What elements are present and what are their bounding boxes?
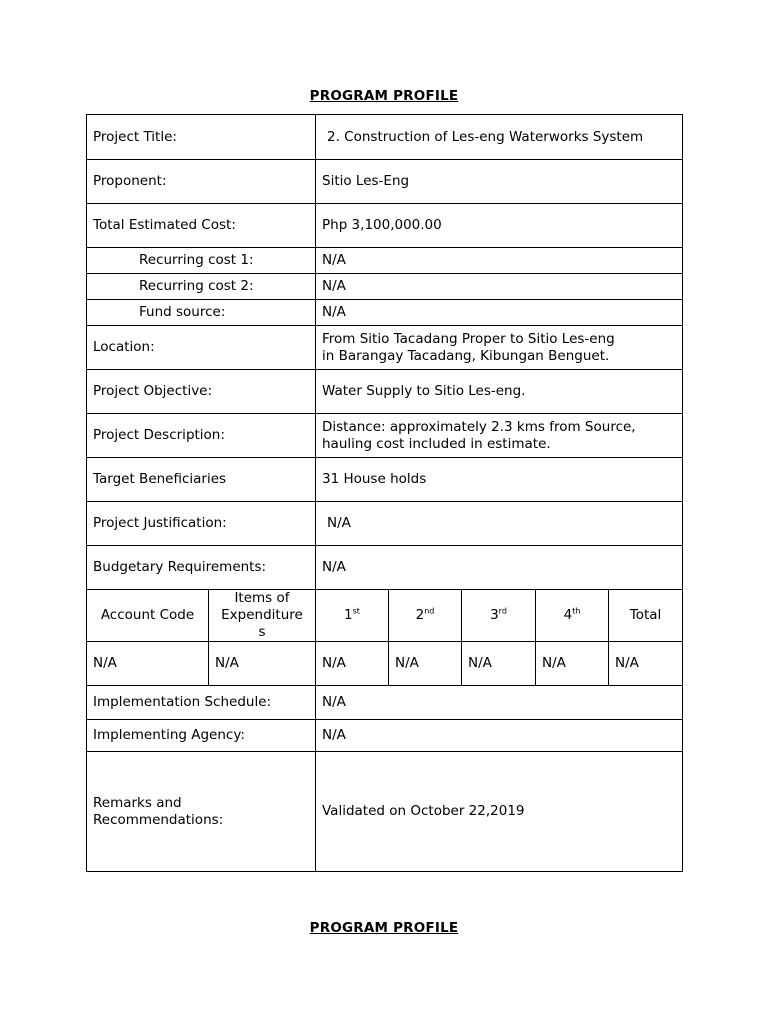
quarter-2-value: N/A <box>389 642 462 686</box>
description-value <box>316 414 683 458</box>
budget-header-row <box>87 590 683 642</box>
remarks-label <box>87 752 316 872</box>
location-value <box>316 326 683 370</box>
row-recurring-cost-1 <box>87 248 683 274</box>
location-label: Location: <box>87 326 316 370</box>
row-fund-source <box>87 300 683 326</box>
page-title: PROGRAM PROFILE <box>309 88 459 104</box>
remarks-label-line-2: Recommendations: <box>93 811 224 828</box>
account-code-value: N/A <box>87 642 209 686</box>
description-label: Project Description: <box>87 414 316 458</box>
row-remarks <box>87 752 683 872</box>
beneficiaries-value: 31 House holds <box>316 458 683 502</box>
proponent-label: Proponent: <box>87 160 316 204</box>
agency-label: Implementing Agency: <box>87 720 316 752</box>
items-expenditure-value: N/A <box>209 642 316 686</box>
total-header: Total <box>609 590 683 642</box>
fund-source-label: Fund source: <box>87 300 316 326</box>
project-title-label: Project Title: <box>87 115 316 160</box>
implementation-value: N/A <box>316 686 683 720</box>
budget-values-row <box>87 642 683 686</box>
description-line-2: hauling cost included in estimate. <box>322 435 551 452</box>
remarks-label-line-1: Remarks and <box>93 794 182 811</box>
total-value: N/A <box>609 642 683 686</box>
location-line-1: From Sitio Tacadang Proper to Sitio Les-eng <box>322 330 615 347</box>
proponent-value: Sitio Les-Eng <box>316 160 683 204</box>
items-header-line-3: s <box>258 624 266 640</box>
row-beneficiaries <box>87 458 683 502</box>
objective-value: Water Supply to Sitio Les-eng. <box>316 370 683 414</box>
location-line-2: in Barangay Tacadang, Kibungan Benguet. <box>322 347 610 364</box>
account-code-header: Account Code <box>87 590 209 642</box>
row-proponent <box>87 160 683 204</box>
recurring-cost-2-value: N/A <box>316 274 683 300</box>
quarter-1-header: 1st <box>316 590 389 642</box>
objective-label: Project Objective: <box>87 370 316 414</box>
budgetary-value: N/A <box>316 546 683 590</box>
program-profile-table <box>86 114 683 872</box>
row-location <box>87 326 683 370</box>
budgetary-label: Budgetary Requirements: <box>87 546 316 590</box>
recurring-cost-1-label: Recurring cost 1: <box>87 248 316 274</box>
row-recurring-cost-2 <box>87 274 683 300</box>
quarter-3-value: N/A <box>462 642 536 686</box>
agency-value: N/A <box>316 720 683 752</box>
quarter-3-header: 3rd <box>462 590 536 642</box>
justification-label: Project Justification: <box>87 502 316 546</box>
fund-source-value: N/A <box>316 300 683 326</box>
justification-value: N/A <box>316 502 683 546</box>
total-cost-label: Total Estimated Cost: <box>87 204 316 248</box>
implementation-label: Implementation Schedule: <box>87 686 316 720</box>
row-implementation <box>87 686 683 720</box>
row-budgetary <box>87 546 683 590</box>
quarter-1-value: N/A <box>316 642 389 686</box>
beneficiaries-label: Target Beneficiaries <box>87 458 316 502</box>
quarter-2-header: 2nd <box>389 590 462 642</box>
row-objective <box>87 370 683 414</box>
items-header-line-2: Expenditure <box>221 607 303 623</box>
items-header-line-1: Items of <box>234 590 290 606</box>
remarks-value: Validated on October 22,2019 <box>316 752 683 872</box>
row-project-title <box>87 115 683 160</box>
items-expenditure-header <box>209 590 316 642</box>
project-title-value: 2. Construction of Les-eng Waterworks System <box>316 115 683 160</box>
description-line-1: Distance: approximately 2.3 kms from Source, <box>322 418 636 435</box>
row-agency <box>87 720 683 752</box>
recurring-cost-1-value: N/A <box>316 248 683 274</box>
row-description <box>87 414 683 458</box>
quarter-4-value: N/A <box>536 642 609 686</box>
row-justification <box>87 502 683 546</box>
recurring-cost-2-label: Recurring cost 2: <box>87 274 316 300</box>
row-total-cost <box>87 204 683 248</box>
quarter-4-header: 4th <box>536 590 609 642</box>
next-page-title: PROGRAM PROFILE <box>309 920 459 936</box>
total-cost-value: Php 3,100,000.00 <box>316 204 683 248</box>
